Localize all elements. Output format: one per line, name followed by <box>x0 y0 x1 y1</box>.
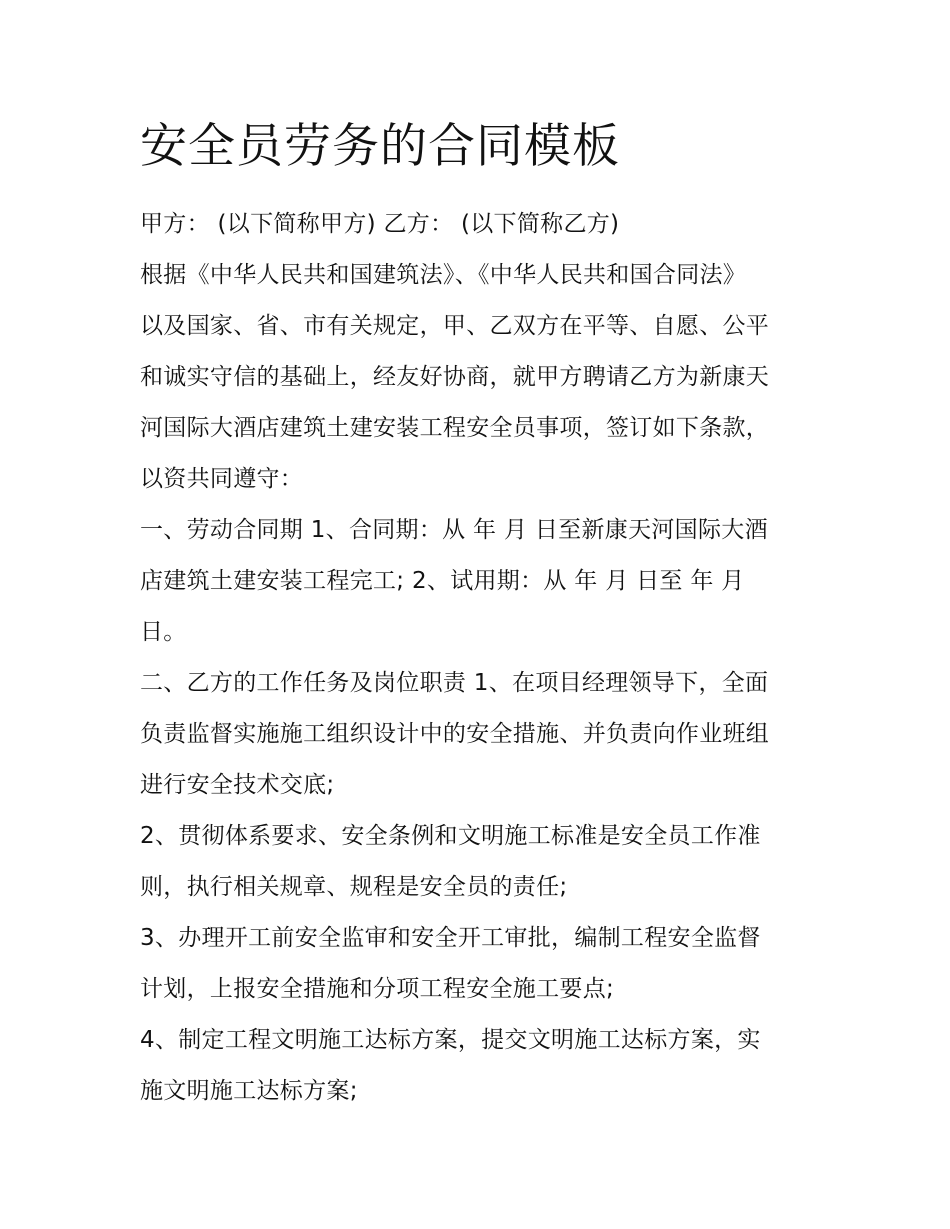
text-line: 河国际大酒店建筑土建安装工程安全员事项，签订如下条款， <box>140 415 770 441</box>
text-line: 负责监督实施施工组织设计中的安全措施、并负责向作业班组 <box>140 721 770 747</box>
text-line: 计划，上报安全措施和分项工程安全施工要点; <box>140 976 615 1002</box>
text-line: 甲方： (以下简称甲方) 乙方： (以下简称乙方) <box>140 211 620 237</box>
text-line: 进行安全技术交底; <box>140 772 335 798</box>
text-line: 一、劳动合同期 1、合同期：从 年 月 日至新康天河国际大酒 <box>140 517 768 543</box>
text-line: 施文明施工达标方案; <box>140 1078 358 1104</box>
text-line: 日。 <box>140 619 187 645</box>
document-body <box>140 199 820 1117</box>
text-line: 根据《中华人民共和国建筑法》、《中华人民共和国合同法》 <box>140 262 747 288</box>
text-line: 4、制定工程文明施工达标方案，提交文明施工达标方案，实 <box>140 1027 761 1053</box>
text-line: 二、乙方的工作任务及岗位职责 1、在项目经理领导下，全面 <box>140 670 769 696</box>
text-line: 店建筑土建安装工程完工; 2、试用期：从 年 月 日至 年 月 <box>140 568 745 594</box>
document-title: 安全员劳务的合同模板 <box>140 119 620 174</box>
text-line: 3、办理开工前安全监审和安全开工审批，编制工程安全监督 <box>140 925 761 951</box>
text-line: 和诚实守信的基础上，经友好协商，就甲方聘请乙方为新康天 <box>140 364 770 390</box>
text-line: 则，执行相关规章、规程是安全员的责任; <box>140 874 568 900</box>
text-line: 以及国家、省、市有关规定，甲、乙双方在平等、自愿、公平 <box>140 313 770 339</box>
text-line: 2、贯彻体系要求、安全条例和文明施工标准是安全员工作准 <box>140 823 761 849</box>
text-line: 以资共同遵守： <box>140 466 304 492</box>
